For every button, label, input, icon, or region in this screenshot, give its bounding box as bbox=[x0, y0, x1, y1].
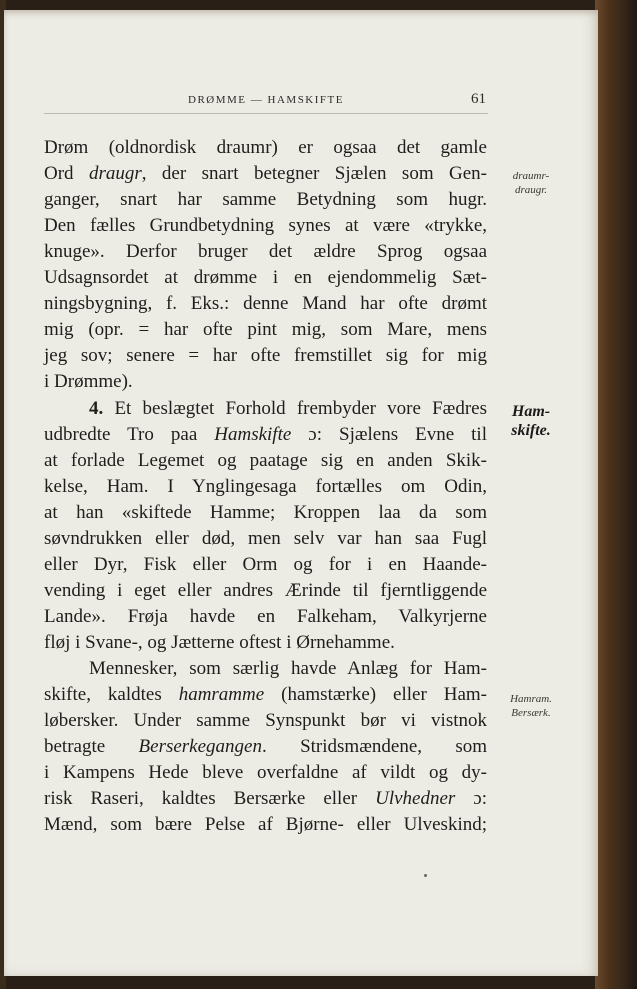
italic-term: Ulvhedner bbox=[375, 788, 456, 809]
text-line: at forlade Legemet og paatage sig en anden Skik- bbox=[44, 450, 487, 471]
section-number: 4. bbox=[89, 398, 104, 419]
text-line: at han «skiftede Hamme; Kroppen laa da som bbox=[44, 502, 487, 523]
running-header bbox=[44, 91, 488, 114]
italic-term: Berserkegangen bbox=[138, 736, 262, 757]
margin-note-draumr: draumr- draugr. bbox=[512, 170, 550, 196]
running-title: DRØMME — HAMSKIFTE bbox=[188, 94, 344, 106]
text-line: kelse, Ham. I Ynglingesaga fortælles om Odin, bbox=[44, 476, 487, 497]
text-line: Udsagnsordet at drømme i en ejendommelig Sæt- bbox=[44, 267, 487, 288]
text-line: 4. Et beslægtet Forhold frembyder vore Fædres bbox=[89, 398, 487, 419]
text-line: betragte Berserkegangen. Stridsmændene, som bbox=[44, 736, 488, 757]
italic-term: Hamskifte bbox=[214, 424, 292, 445]
text-line: mig (opr. = har ofte pint mig, som Mare, mens bbox=[44, 319, 487, 340]
text-line: Lande». Frøja havde en Falkeham, Valkyrjerne bbox=[44, 606, 487, 627]
text-line: skifte, kaldtes hamramme (hamstærke) eller Ham- bbox=[44, 684, 488, 705]
text-line: Drøm (oldnordisk draumr) er ogsaa det gamle bbox=[44, 137, 487, 158]
margin-note-hamram: Hamram. Bersærk. bbox=[510, 693, 552, 719]
text-line: i Kampens Hede bleve overfaldne af vildt og dy- bbox=[44, 762, 487, 783]
italic-term: hamramme bbox=[178, 684, 265, 705]
text-line: ningsbygning, f. Eks.: denne Mand har ofte drømt bbox=[44, 293, 487, 314]
text-line: udbredte Tro paa Hamskifte ɔ: Sjælens Evne til bbox=[44, 424, 487, 445]
text-line: løbersker. Under samme Synspunkt bør vi vistnok bbox=[44, 710, 487, 731]
text-line: Mænd, som bære Pelse af Bjørne- eller Ulveskind; bbox=[44, 814, 487, 835]
text-line: risk Raseri, kaldtes Bersærke eller Ulvhedner ɔ: bbox=[44, 788, 488, 809]
text-line: fløj i Svane-, og Jætterne oftest i Ørnehamme. bbox=[44, 632, 395, 653]
text-line: Ord draugr, der snart betegner Sjælen som Gen- bbox=[44, 163, 487, 184]
text-line: eller Dyr, Fisk eller Orm og for i en Haande- bbox=[44, 554, 487, 575]
text-line: jeg sov; senere = har ofte fremstillet sig for mig bbox=[44, 345, 487, 366]
book-binding-right bbox=[595, 0, 637, 989]
text-line: ganger, snart har samme Betydning som hugr. bbox=[44, 189, 487, 210]
margin-note-hamskifte: Ham- skifte. bbox=[511, 403, 551, 439]
text-line: Mennesker, som særlig havde Anlæg for Ham- bbox=[89, 658, 487, 679]
ink-speck bbox=[424, 874, 427, 877]
text-line: knuge». Derfor bruger det ældre Sprog ogsaa bbox=[44, 241, 487, 262]
text-line: vending i eget eller andres Ærinde til fjerntliggende bbox=[44, 580, 487, 601]
text-line: Den fælles Grundbetydning synes at være «trykke, bbox=[44, 215, 487, 236]
page-number: 61 bbox=[471, 91, 486, 107]
italic-term: draugr bbox=[88, 163, 142, 184]
text-line: søvndrukken eller død, men selv var han saa Fugl bbox=[44, 528, 487, 549]
text-line: i Drømme). bbox=[44, 371, 133, 392]
